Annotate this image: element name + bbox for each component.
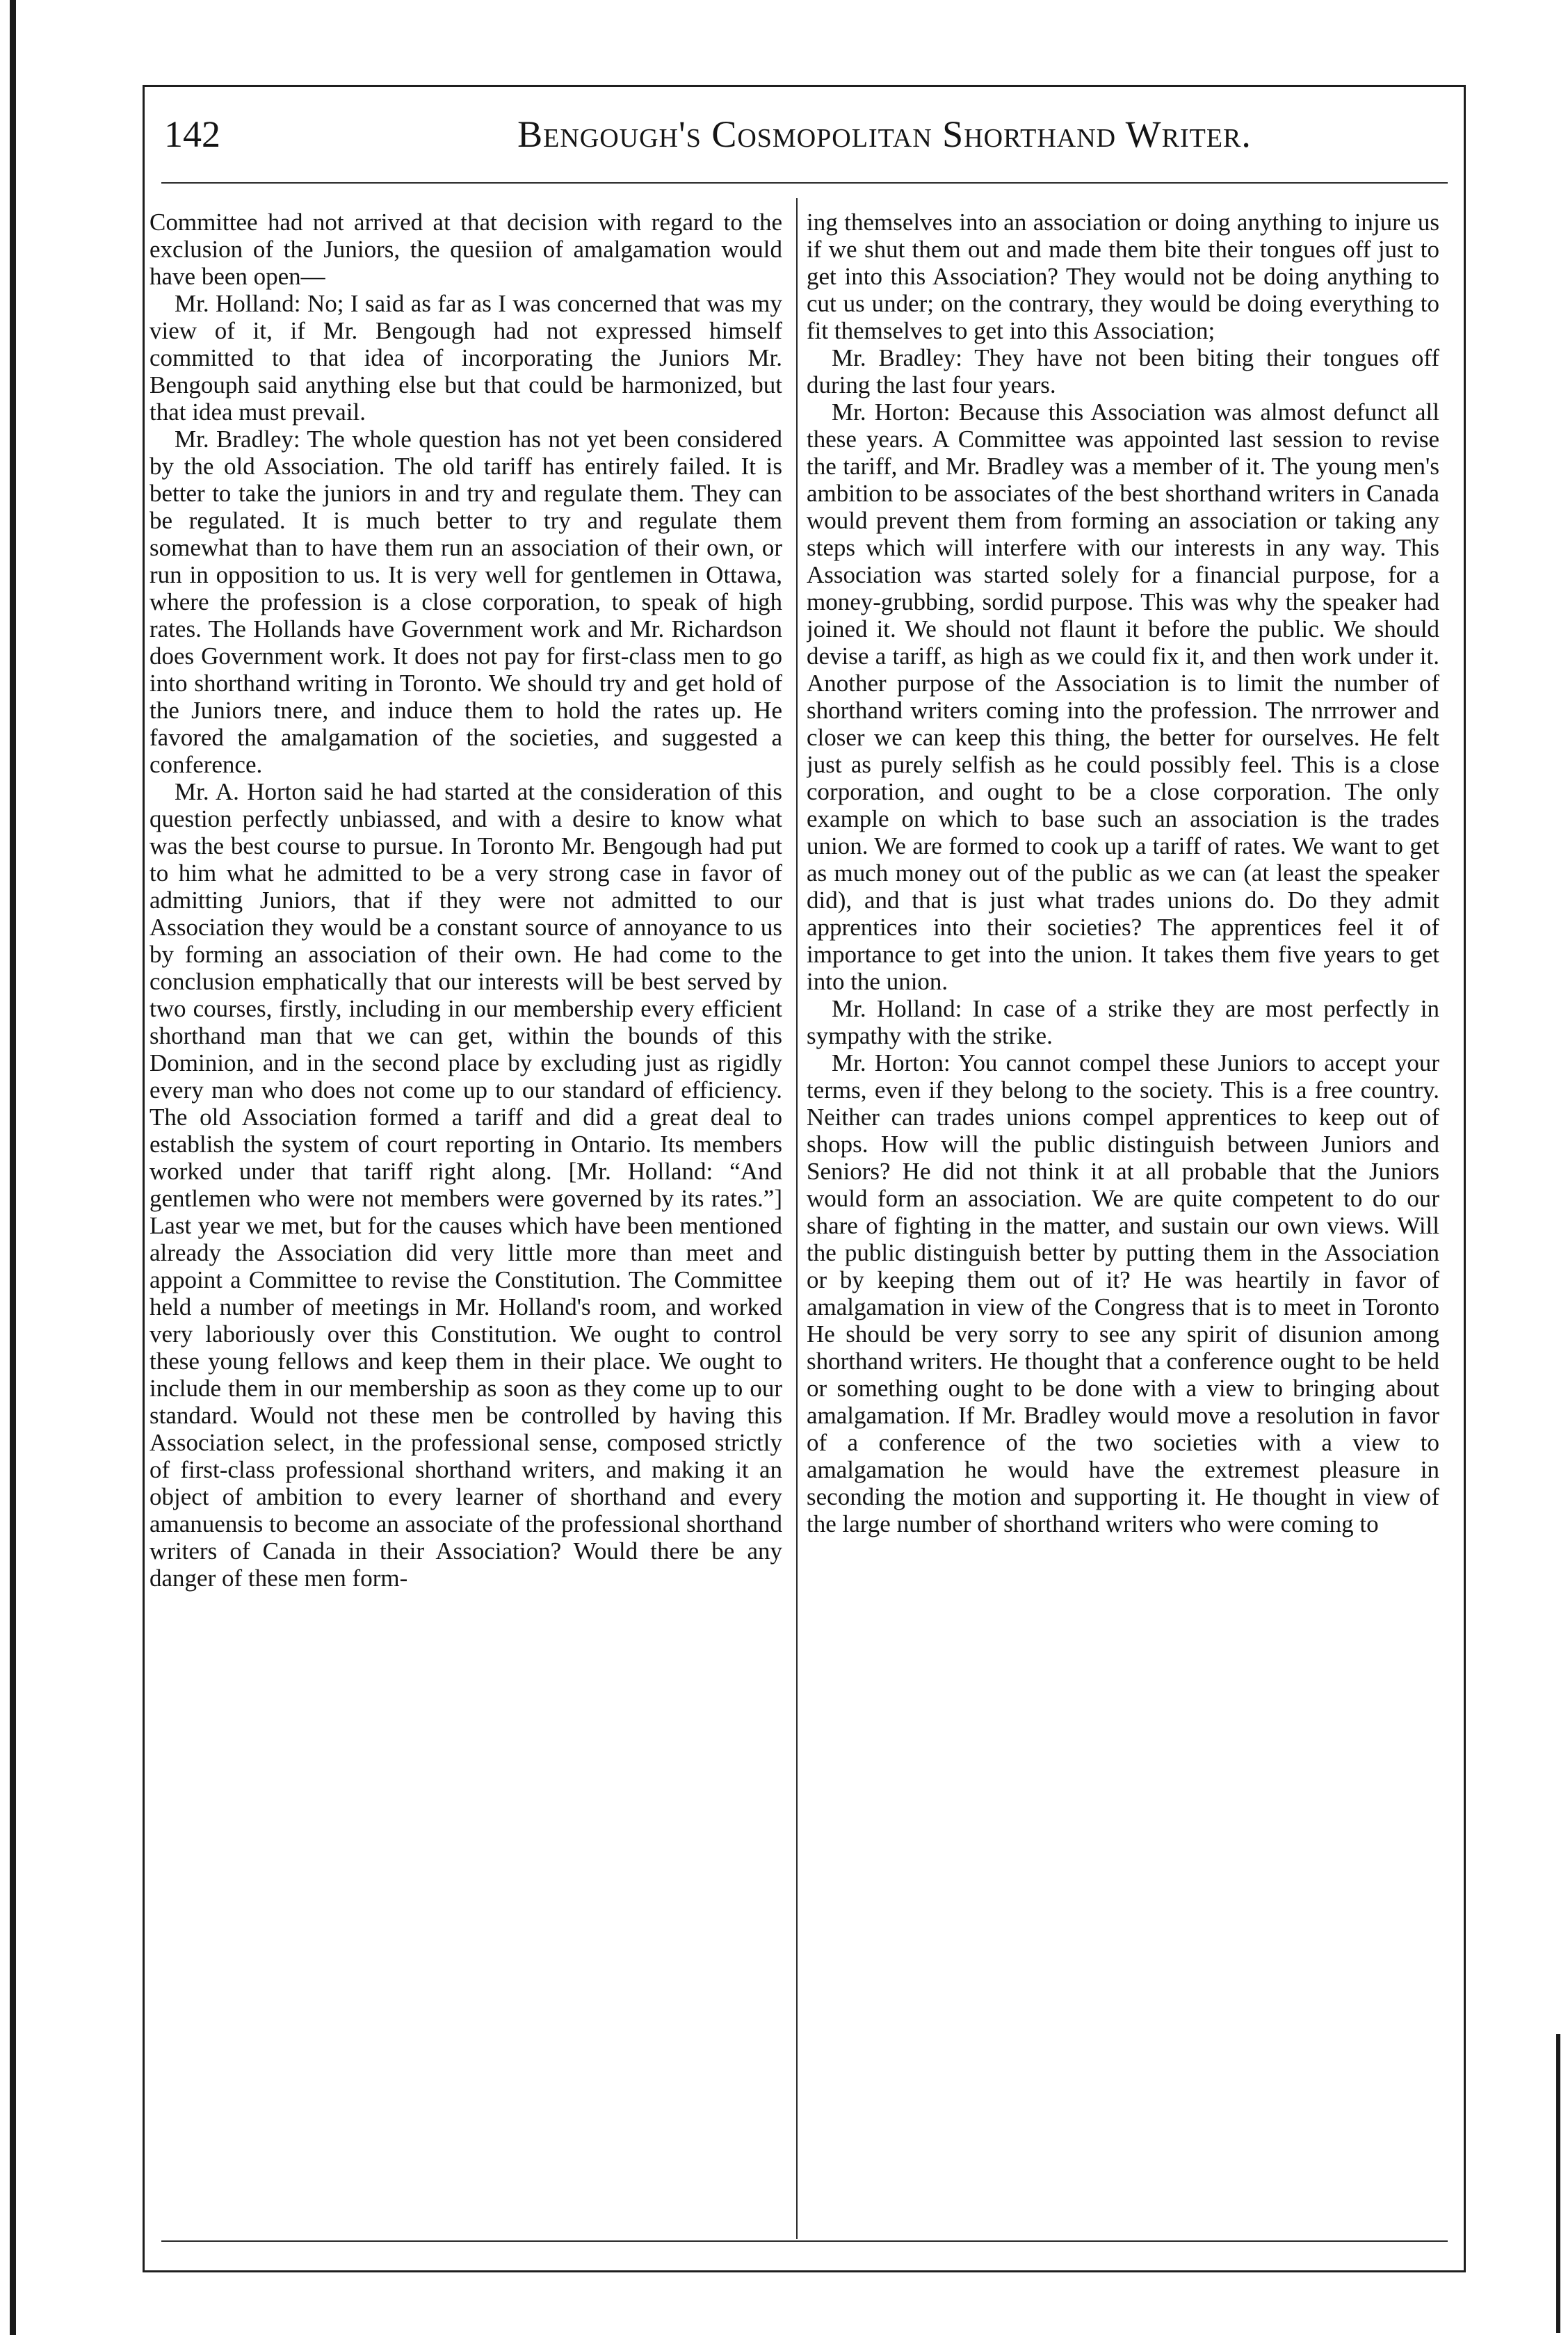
- paragraph: Mr. A. Horton said he had started at the consideration of this question perfectly unbiassed, and with a desire to know what was the best course to pursue. In Toronto Mr. Bengough had put to him what he admitted to be a very strong case in favor of admitting Juniors, that if they were not admitted to our Association they would be a constant source of annoyance to us by forming an association of their own. He had come to the conclusion emphatically that our interests will be best served by two courses, firstly, including in our membership every efficient shorthand man that we can get, within the bounds of this Dominion, and in the second place by excluding just as rigidly every man who does not come up to our standard of efficiency. The old Association formed a tariff and did a great deal to establish the system of court reporting in Ontario. Its members worked under that tariff right along. [Mr. Holland: “And gentlemen who were not members were governed by its rates.”] Last year we met, but for the causes which have been mentioned already the Association did very little more than meet and appoint a Committee to revise the Constitution. The Committee held a number of meetings in Mr. Holland's room, and worked very laboriously over this Constitution. We ought to control these young fellows and keep them in their place. We ought to include them in our membership as soon as they come up to our standard. Would not these men be controlled by having this Association select, in the professional sense, composed strictly of first-class professional shorthand writers, and making it an object of ambition to every learner of shorthand and every amanuensis to become an associate of the professional shorthand writers of Canada in their Association? Would there be any danger of these men form-: [149, 778, 782, 1592]
- paragraph: Mr. Horton: Because this Association was almost defunct all these years. A Committee was appointed last session to revise the tariff, and Mr. Bradley was a member of it. The young men's ambition to be associates of the best shorthand writers in Canada would prevent them from forming an association or taking any steps which will interfere with our interests in any way. This Association was started solely for a financial purpose, for a money-grubbing, sordid purpose. This was why the speaker had joined it. We should not flaunt it before the public. We should devise a tariff, as high as we could fix it, and then work under it. Another purpose of the Association is to limit the number of shorthand writers coming into the profession. The nrrrower and closer we can keep this thing, the better for ourselves. He felt just as purely selfish as he could possibly feel. This is a close corporation, and ought to be a close corporation. The only example on which to base such an association is the trades union. We are formed to cook up a tariff of rates. We want to get as much money out of the public as we can (at least the speaker did), and that is just what trades unions do. Do they admit apprentices into their societies? The apprentices feel it of importance to get into the union. It takes them five years to get into the union.: [807, 398, 1439, 995]
- paragraph: Mr. Holland: No; I said as far as I was concerned that was my view of it, if Mr. Bengough had not expressed himself committed to that idea of incorporating the Juniors Mr. Bengouph said anything else but that could be harmonized, but that idea must prevail.: [149, 290, 782, 426]
- paragraph: ing themselves into an association or doing anything to injure us if we shut them out and made them bite their tongues off just to get into this Association? They would not be doing anything to cut us under; on the contrary, they would be doing everything to fit themselves to get into this Association;: [807, 209, 1439, 344]
- left-column: [149, 209, 782, 2232]
- paragraph: Mr. Horton: You cannot compel these Juniors to accept your terms, even if they belong to the society. This is a free country. Neither can trades unions compel apprentices to keep out of shops. How will the public distinguish between Juniors and Seniors? He did not think it at all probable that the Juniors would form an association. We are quite competent to do our share of fighting in the matter, and sustain our own views. Will the public distinguish better by putting them in the Association or by keeping them out of it? He was heartily in favor of amalgamation in view of the Congress that is to meet in Toronto He should be very sorry to see any spirit of disunion among shorthand writers. He thought that a conference ought to be held or something ought to be done with a view to bringing about amalgamation. If Mr. Bradley would move a resolution in favor of a conference of the two societies with a view to amalgamation he would have the extremest pleasure in seconding the motion and supporting it. He thought in view of the large number of shorthand writers who were coming to: [807, 1049, 1439, 1537]
- page-number: 142: [164, 113, 220, 155]
- left-margin-rule: [10, 0, 16, 2335]
- right-column: [807, 209, 1439, 2232]
- paragraph: Mr. Holland: In case of a strike they are most perfectly in sympathy with the strike.: [807, 995, 1439, 1049]
- paragraph: Mr. Bradley: They have not been biting their tongues off during the last four years.: [807, 344, 1439, 398]
- paragraph: Mr. Bradley: The whole question has not yet been considered by the old Association. The old tariff has entirely failed. It is better to take the juniors in and try and regulate them. They can be regulated. It is much better to try and regulate them somewhat than to have them run an association of their own, or run in opposition to us. It is very well for gentlemen in Ottawa, where the profession is a close corporation, to speak of high rates. The Hollands have Government work and Mr. Richardson does Government work. It does not pay for first-class men to go into shorthand writing in Toronto. We should try and get hold of the Juniors tnere, and induce them to hold the rates up. He favored the amalgamation of the societies, and suggested a conference.: [149, 426, 782, 778]
- running-title: Bengough's Cosmopolitan Shorthand Writer.: [517, 113, 1252, 155]
- page-header: [161, 104, 1448, 160]
- bottom-rule: [161, 2240, 1448, 2242]
- column-divider: [796, 198, 798, 2239]
- right-edge-mark: [1556, 2034, 1560, 2333]
- header-rule: [161, 182, 1448, 184]
- paragraph: Committee had not arrived at that decision with regard to the exclusion of the Juniors, the quesiion of amalgamation would have been open—: [149, 209, 782, 290]
